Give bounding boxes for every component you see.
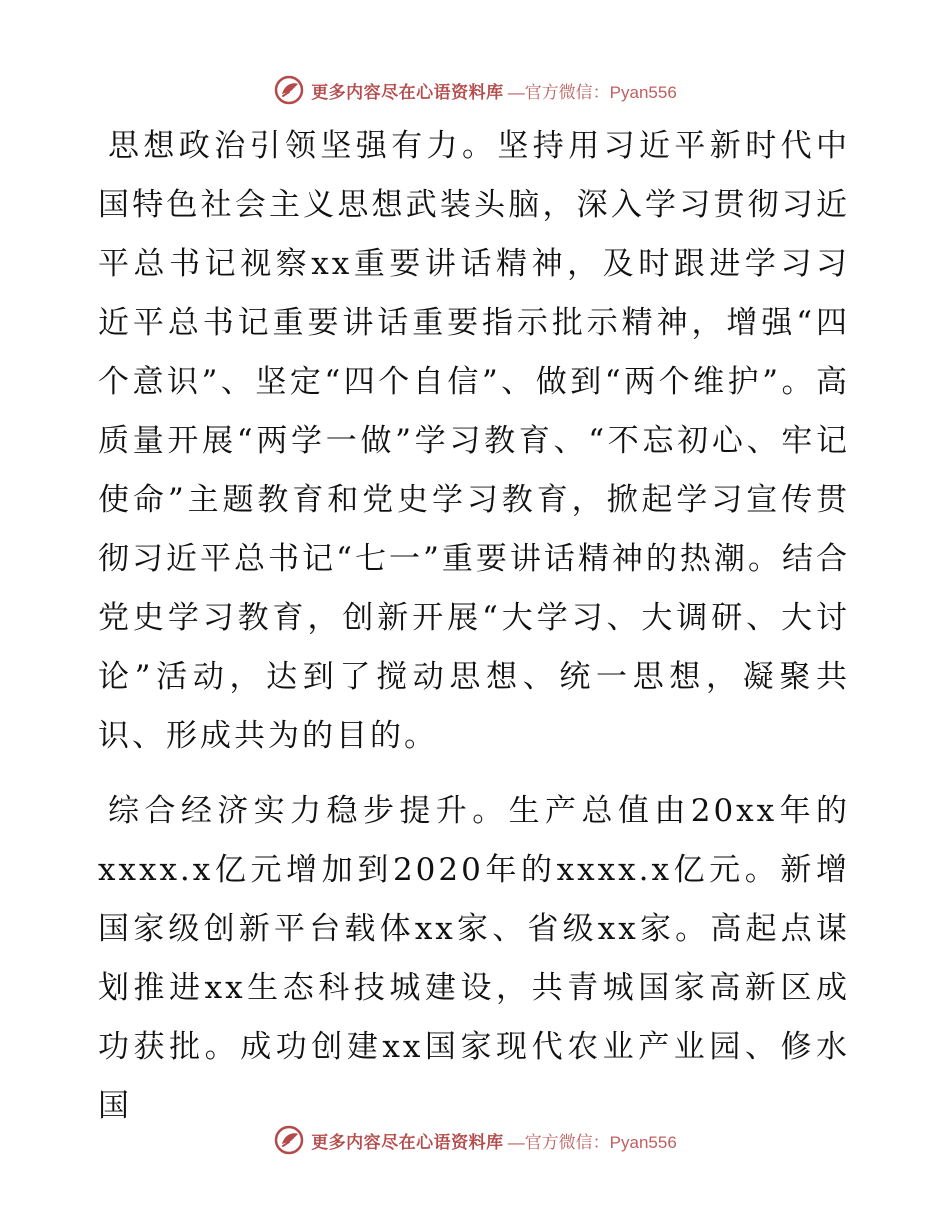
header-watermark	[0, 70, 950, 110]
document-body	[98, 117, 850, 1136]
footer-watermark	[0, 1120, 950, 1160]
footer-brand-text: 更多内容尽在心语资料库	[311, 1132, 504, 1153]
brand-logo-icon	[273, 74, 305, 106]
brand-logo-icon	[273, 1124, 305, 1156]
paragraph-economic-strength: 综合经济实力稳步提升。生产总值由20xx年的xxxx.x亿元增加到2020年的xxxx.x亿元。新增国家级创新平台载体xx家、省级xx家。高起点谋划推进xx生态科技城建设，共青城国家高新区成功获批。成功创建xx国家现代农业产业园、修水国	[98, 793, 850, 1124]
header-contact-text: —官方微信：Pyan556	[507, 82, 677, 102]
footer-contact-text: —官方微信：Pyan556	[507, 1132, 677, 1152]
header-brand-text: 更多内容尽在心语资料库	[311, 82, 504, 103]
paragraph-political-leadership: 思想政治引领坚强有力。坚持用习近平新时代中国特色社会主义思想武装头脑，深入学习贯彻习近平总书记视察xx重要讲话精神，及时跟进学习习近平总书记重要讲话重要指示批示精神，增强“四个意识”、坚定“四个自信”、做到“两个维护”。高质量开展“两学一做”学习教育、“不忘初心、牢记使命”主题教育和党史学习教育，掀起学习宣传贯彻习近平总书记“七一”重要讲话精神的热潮。结合党史学习教育，创新开展“大学习、大调研、大讨论”活动，达到了搅动思想、统一思想，凝聚共识、形成共为的目的。	[98, 128, 850, 754]
